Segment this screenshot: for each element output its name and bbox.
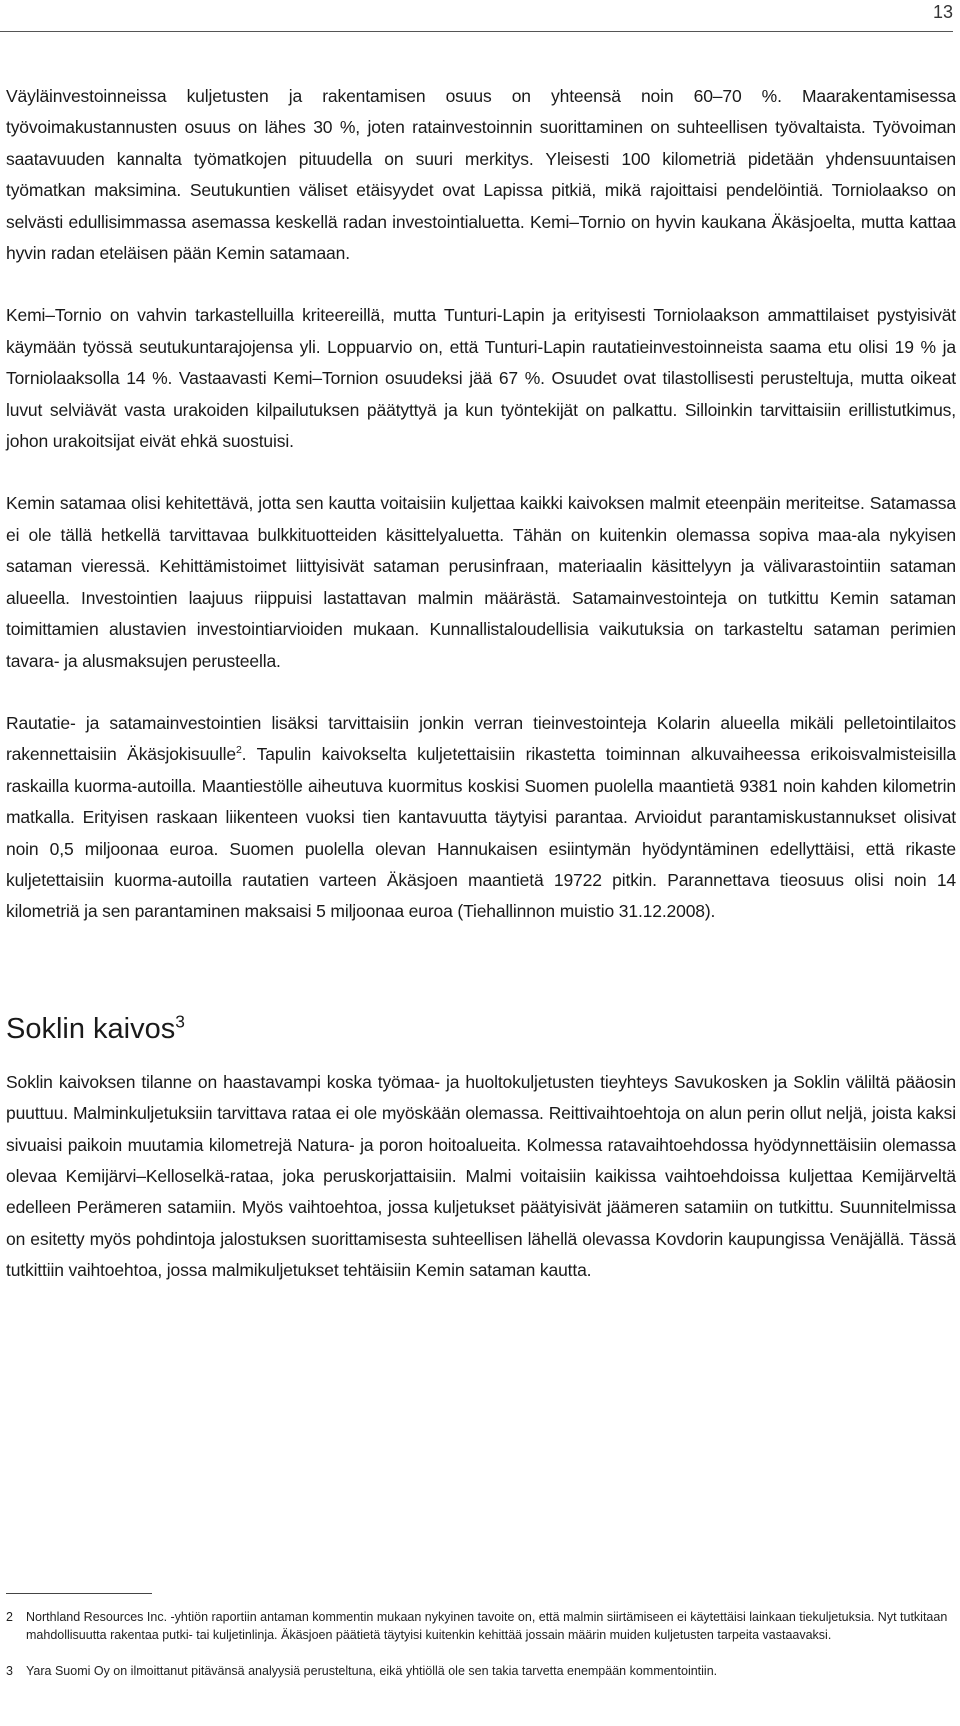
footnote-3 (6, 1662, 956, 1680)
footnote-number: 3 (6, 1664, 13, 1678)
paragraph-road-investments-text-b: . Tapulin kaivokselta kuljetettaisiin rikastetta toiminnan alkuvaiheessa erikoisvalmisteisilla raskailla kuorma-autoilla. Maantiestölle aiheutuva kuormitus koskisi Suomen puolella maantietä 9381 noin kahden kilometrin matkalla. Erityisen raskaan liikenteen vuoksi tien kantavuutta täytyisi parantaa. Arvioidut parantamiskustannukset olisivat noin 0,5 miljoonaa euroa. Suomen puolella olevan Hannukaisen esiintymän hyödyntäminen edellyttäisi, että rikaste kuljetettaisiin kuorma-autoilla rautatien varteen Äkäsjoen maantietä 19722 pitkin. Parannettava tieosuus olisi noin 14 kilometriä ja sen parantaminen maksaisi 5 miljoonaa euroa (Tiehallinnon muistio 31.12.2008). (6, 744, 956, 922)
page-number: 13 (932, 2, 953, 22)
section-heading (6, 1012, 956, 1046)
footnote-2 (6, 1608, 956, 1644)
paragraph-kemi-port: Kemin satamaa olisi kehitettävä, jotta sen kautta voitaisiin kuljettaa kaikki kaivoksen malmit eteenpäin meriteitse. Satamassa ei ole tällä hetkellä tarvittavaa bulkkituotteiden käsittelyaluetta. Tähän on kuitenkin olemassa sopiva maa-ala nykyisen sataman vieressä. Kehittämistoimet liittyisivät sataman perusinfraan, materiaalin käsittelyyn ja välivarastointiin sataman alueella. Investointien laajuus riippuisi lastattavan malmin määrästä. Satamainvestointeja on tutkittu Kemin sataman toimittamien alustavien investointiarvioiden mukaan. Kunnallistaloudellisia vaikutuksia on tarkasteltu sataman perimien tavara- ja alusmaksujen perusteella. (6, 493, 956, 671)
main-content (6, 81, 956, 1287)
header-rule (0, 31, 953, 32)
footnote-text: Northland Resources Inc. -yhtiön raportiin antaman kommentin mukaan nykyinen tavoite on, että malmin siirtämiseen ei käytettäisi lainkaan tiekuljetuksia. Nyt tutkitaan mahdollisuutta rakentaa putki- tai kuljetinlinja. Äkäsjoen päätietä täytyisi kuitenkin kehittää jossain määrin muiden kuljetusten tarpeita vastaavaksi. (26, 1610, 948, 1642)
footnote-number: 2 (6, 1610, 13, 1624)
footnote-ref-2[interactable]: 2 (235, 744, 242, 757)
paragraph-sokli-mine: Soklin kaivoksen tilanne on haastavampi koska työmaa- ja huoltokuljetusten tieyhteys Savukosken ja Soklin väliltä pääosin puuttuu. Malminkuljetuksiin tarvittava rataa ei ole myöskään olemassa. Reittivaihtoehtoja on alun perin ollut neljä, joista kaksi sivuaisi paikoin muutamia kilometrejä Natura- ja poron hoitoalueita. Kolmessa ratavaihtoehdossa hyödynnettäisiin olemassa olevaa Kemijärvi–Kelloselkä-rataa, joka peruskorjattaisiin. Malmi voitaisiin kaikissa vaihtoehdoissa kuljettaa Kemijärveltä edelleen Perämeren satamiin. Myös vaihtoehtoa, jossa kuljetukset päätyisivät jäämeren satamiin on tutkittu. Suunnitelmissa on esitetty myös pohdintoja jalostuksen suorittamisesta suhteellisen lähellä olevassa Kovdorin kaupungissa Venäjällä. Tässä tutkittiin vaihtoehtoa, jossa malmikuljetukset tehtäisiin Kemin sataman kautta. (6, 1071, 956, 1281)
footnote-separator (6, 1593, 152, 1594)
footnotes (6, 1608, 956, 1680)
section-title: Soklin kaivos (6, 1012, 176, 1045)
footnote-text: Yara Suomi Oy on ilmoittanut pitävänsä analyysiä perusteltuna, eikä yhtiöllä ole sen takia tarvetta enempään kommentointiin. (26, 1664, 718, 1678)
footnote-ref-3[interactable]: 3 (175, 1011, 185, 1032)
paragraph-road-investments-text-a: Rautatie- ja satamainvestointien lisäksi tarvittaisiin jonkin verran tieinvestointeja Kolarin alueella mikäli pelletointilaitos rakennettaisiin Äkäsjokisuulle (6, 712, 956, 765)
paragraph-workforce: Väyläinvestoinneissa kuljetusten ja rakentamisen osuus on yhteensä noin 60–70 %. Maarakentamisessa työvoimakustannusten osuus on lähes 30 %, joten ratainvestoinnin suorittaminen on suhteellisen työvaltaista. Työvoiman saatavuuden kannalta työmatkojen pituudella on suuri merkitys. Yleisesti 100 kilometriä pidetään yhdensuuntaisen työmatkan maksimina. Seutukuntien väliset etäisyydet ovat Lapissa pitkiä, mikä rajoittaisi pendelöintiä. Torniolaakso on selvästi edullisimmassa asemassa keskellä radan investointialuetta. Kemi–Tornio on hyvin kaukana Äkäsjoelta, mutta kattaa hyvin radan eteläisen pään Kemin satamaan. (6, 86, 956, 264)
paragraph-regional-share: Kemi–Tornio on vahvin tarkastelluilla kriteereillä, mutta Tunturi-Lapin ja erityisesti Torniolaakson ammattilaiset pystyisivät käymään työssä seutukuntarajojensa yli. Loppuarvio on, että Tunturi-Lapin rautatieinvestoinneista saama etu olisi 19 % ja Torniolaaksolla 14 %. Vastaavasti Kemi–Tornion osuudeksi jää 67 %. Osuudet ovat tilastollisesti perusteltuja, mutta oikeat luvut selviävät vasta urakoiden kilpailutuksen päätyttyä ja kun työntekijät on palkattu. Silloinkin tarvittaisiin erillistutkimus, johon urakoitsijat eivät ehkä suostuisi. (6, 305, 956, 452)
paragraph-road-investments (6, 708, 956, 928)
